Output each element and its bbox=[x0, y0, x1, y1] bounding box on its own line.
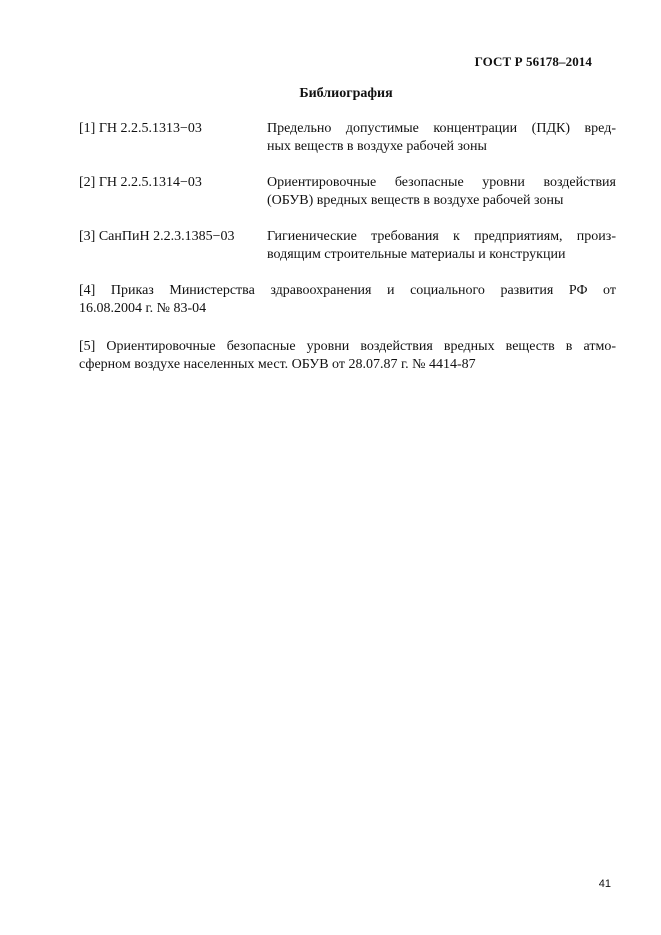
reference-description bbox=[267, 174, 616, 210]
reference-line: Гигиенические требования к предприятиям, произ- bbox=[267, 229, 616, 244]
reference-line: водящим строительные материалы и конструкции bbox=[267, 247, 566, 262]
reference-table bbox=[79, 120, 616, 282]
reference-item-3 bbox=[79, 228, 616, 264]
reference-description bbox=[267, 228, 616, 264]
reference-line: сферном воздухе населенных мест. ОБУВ от 28.07.87 г. № 4414-87 bbox=[79, 357, 476, 372]
reference-line: Предельно допустимые концентрации (ПДК) вред- bbox=[267, 121, 616, 136]
reference-line: Ориентировочные безопасные уровни воздействия bbox=[267, 175, 616, 190]
reference-line: [4] Приказ Министерства здравоохранения и социального развития РФ от bbox=[79, 283, 616, 298]
reference-item-5 bbox=[79, 338, 616, 374]
reference-line: (ОБУВ) вредных веществ в воздухе рабочей зоны bbox=[267, 193, 564, 208]
reference-item-4 bbox=[79, 282, 616, 318]
reference-code: [1] ГН 2.2.5.1313−03 bbox=[79, 121, 202, 136]
document-code: ГОСТ Р 56178–2014 bbox=[474, 54, 592, 69]
reference-line: ных веществ в воздухе рабочей зоны bbox=[267, 139, 487, 154]
reference-item-2 bbox=[79, 174, 616, 210]
reference-item-1 bbox=[79, 120, 616, 156]
reference-code: [2] ГН 2.2.5.1314−03 bbox=[79, 175, 202, 190]
reference-code: [3] СанПиН 2.2.3.1385−03 bbox=[79, 229, 235, 244]
reference-line: 16.08.2004 г. № 83-04 bbox=[79, 301, 207, 316]
page-number: 41 bbox=[598, 878, 611, 890]
reference-description bbox=[267, 120, 616, 156]
page-title: Библиография bbox=[299, 86, 393, 101]
reference-line: [5] Ориентировочные безопасные уровни воздействия вредных веществ в атмо- bbox=[79, 339, 616, 354]
